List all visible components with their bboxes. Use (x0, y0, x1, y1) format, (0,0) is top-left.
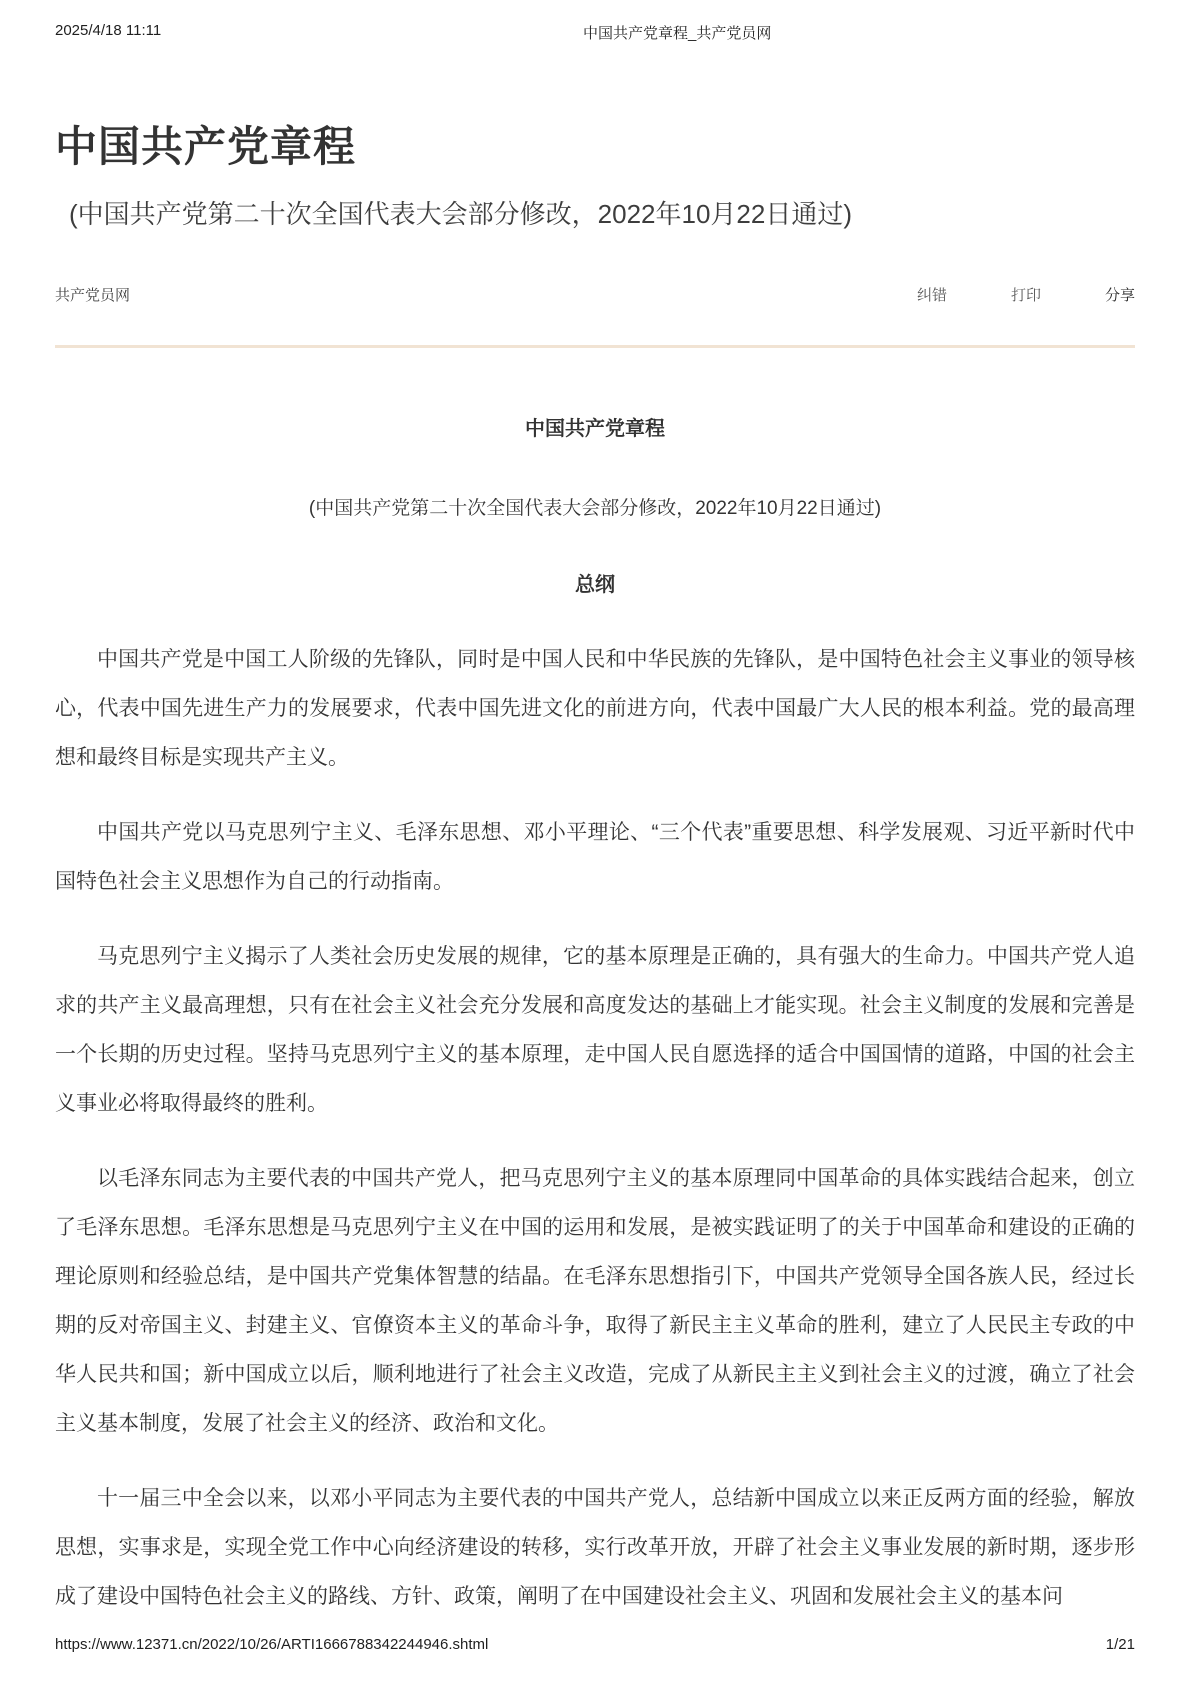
article-paragraph: 马克思列宁主义揭示了人类社会历史发展的规律，它的基本原理是正确的，具有强大的生命力。中国共产党人追求的共产主义最高理想，只有在社会主义社会充分发展和高度发达的基础上才能实现。社会主义制度的发展和完善是一个长期的历史过程。坚持马克思列宁主义的基本原理，走中国人民自愿选择的适合中国国情的道路，中国的社会主义事业必将取得最终的胜利。 (55, 945, 1135, 1116)
article-paragraph: 中国共产党以马克思列宁主义、毛泽东思想、邓小平理论、“三个代表”重要思想、科学发展观、习近平新时代中国特色社会主义思想作为自己的行动指南。 (55, 821, 1135, 894)
print-button[interactable]: 打印 (1010, 287, 1041, 305)
source-label: 共产党员网 (55, 287, 131, 305)
page-subtitle: (中国共产党第二十次全国代表大会部分修改，2022年10月22日通过) (69, 199, 852, 230)
article-paragraph: 中国共产党是中国工人阶级的先锋队，同时是中国人民和中华民族的先锋队，是中国特色社会主义事业的领导核心，代表中国先进生产力的发展要求，代表中国先进文化的前进方向，代表中国最广大人民的根本利益。党的最高理想和最终目标是实现共产主义。 (55, 648, 1135, 770)
print-footer-page-number: 1/21 (1105, 1636, 1135, 1653)
print-footer-url: https://www.12371.cn/2022/10/26/ARTI1666788342244946.shtml (55, 1636, 489, 1653)
article-paragraph: 以毛泽东同志为主要代表的中国共产党人，把马克思列宁主义的基本原理同中国革命的具体实践结合起来，创立了毛泽东思想。毛泽东思想是马克思列宁主义在中国的运用和发展，是被实践证明了的关于中国革命和建设的正确的理论原则和经验总结，是中国共产党集体智慧的结晶。在毛泽东思想指引下，中国共产党领导全国各族人民，经过长期的反对帝国主义、封建主义、官僚资本主义的革命斗争，取得了新民主主义革命的胜利，建立了人民民主专政的中华人民共和国；新中国成立以后，顺利地进行了社会主义改造，完成了从新民主主义到社会主义的过渡，确立了社会主义基本制度，发展了社会主义的经济、政治和文化。 (55, 1167, 1135, 1436)
article-title: 中国共产党章程 (525, 418, 665, 441)
share-button[interactable]: 分享 (1104, 287, 1135, 305)
print-header-date: 2025/4/18 11:11 (55, 22, 162, 39)
correct-error-button[interactable]: 纠错 (916, 287, 947, 305)
page-title: 中国共产党章程 (55, 123, 357, 170)
section-heading-general-program: 总纲 (575, 574, 615, 597)
article-body (55, 412, 1135, 1621)
article-subtitle: (中国共产党第二十次全国代表大会部分修改，2022年10月22日通过) (308, 498, 882, 520)
article-paragraph: 十一届三中全会以来，以邓小平同志为主要代表的中国共产党人，总结新中国成立以来正反两方面的经验，解放思想，实事求是，实现全党工作中心向经济建设的转移，实行改革开放，开辟了社会主义事业发展的新时期，逐步形成了建设中国特色社会主义的路线、方针、政策，阐明了在中国建设社会主义、巩固和发展社会主义的基本问 (55, 1487, 1135, 1609)
print-header-title: 中国共产党章程_共产党员网 (583, 25, 772, 42)
meta-actions (917, 284, 1135, 305)
divider-line (55, 345, 1135, 348)
meta-row (55, 284, 1135, 305)
